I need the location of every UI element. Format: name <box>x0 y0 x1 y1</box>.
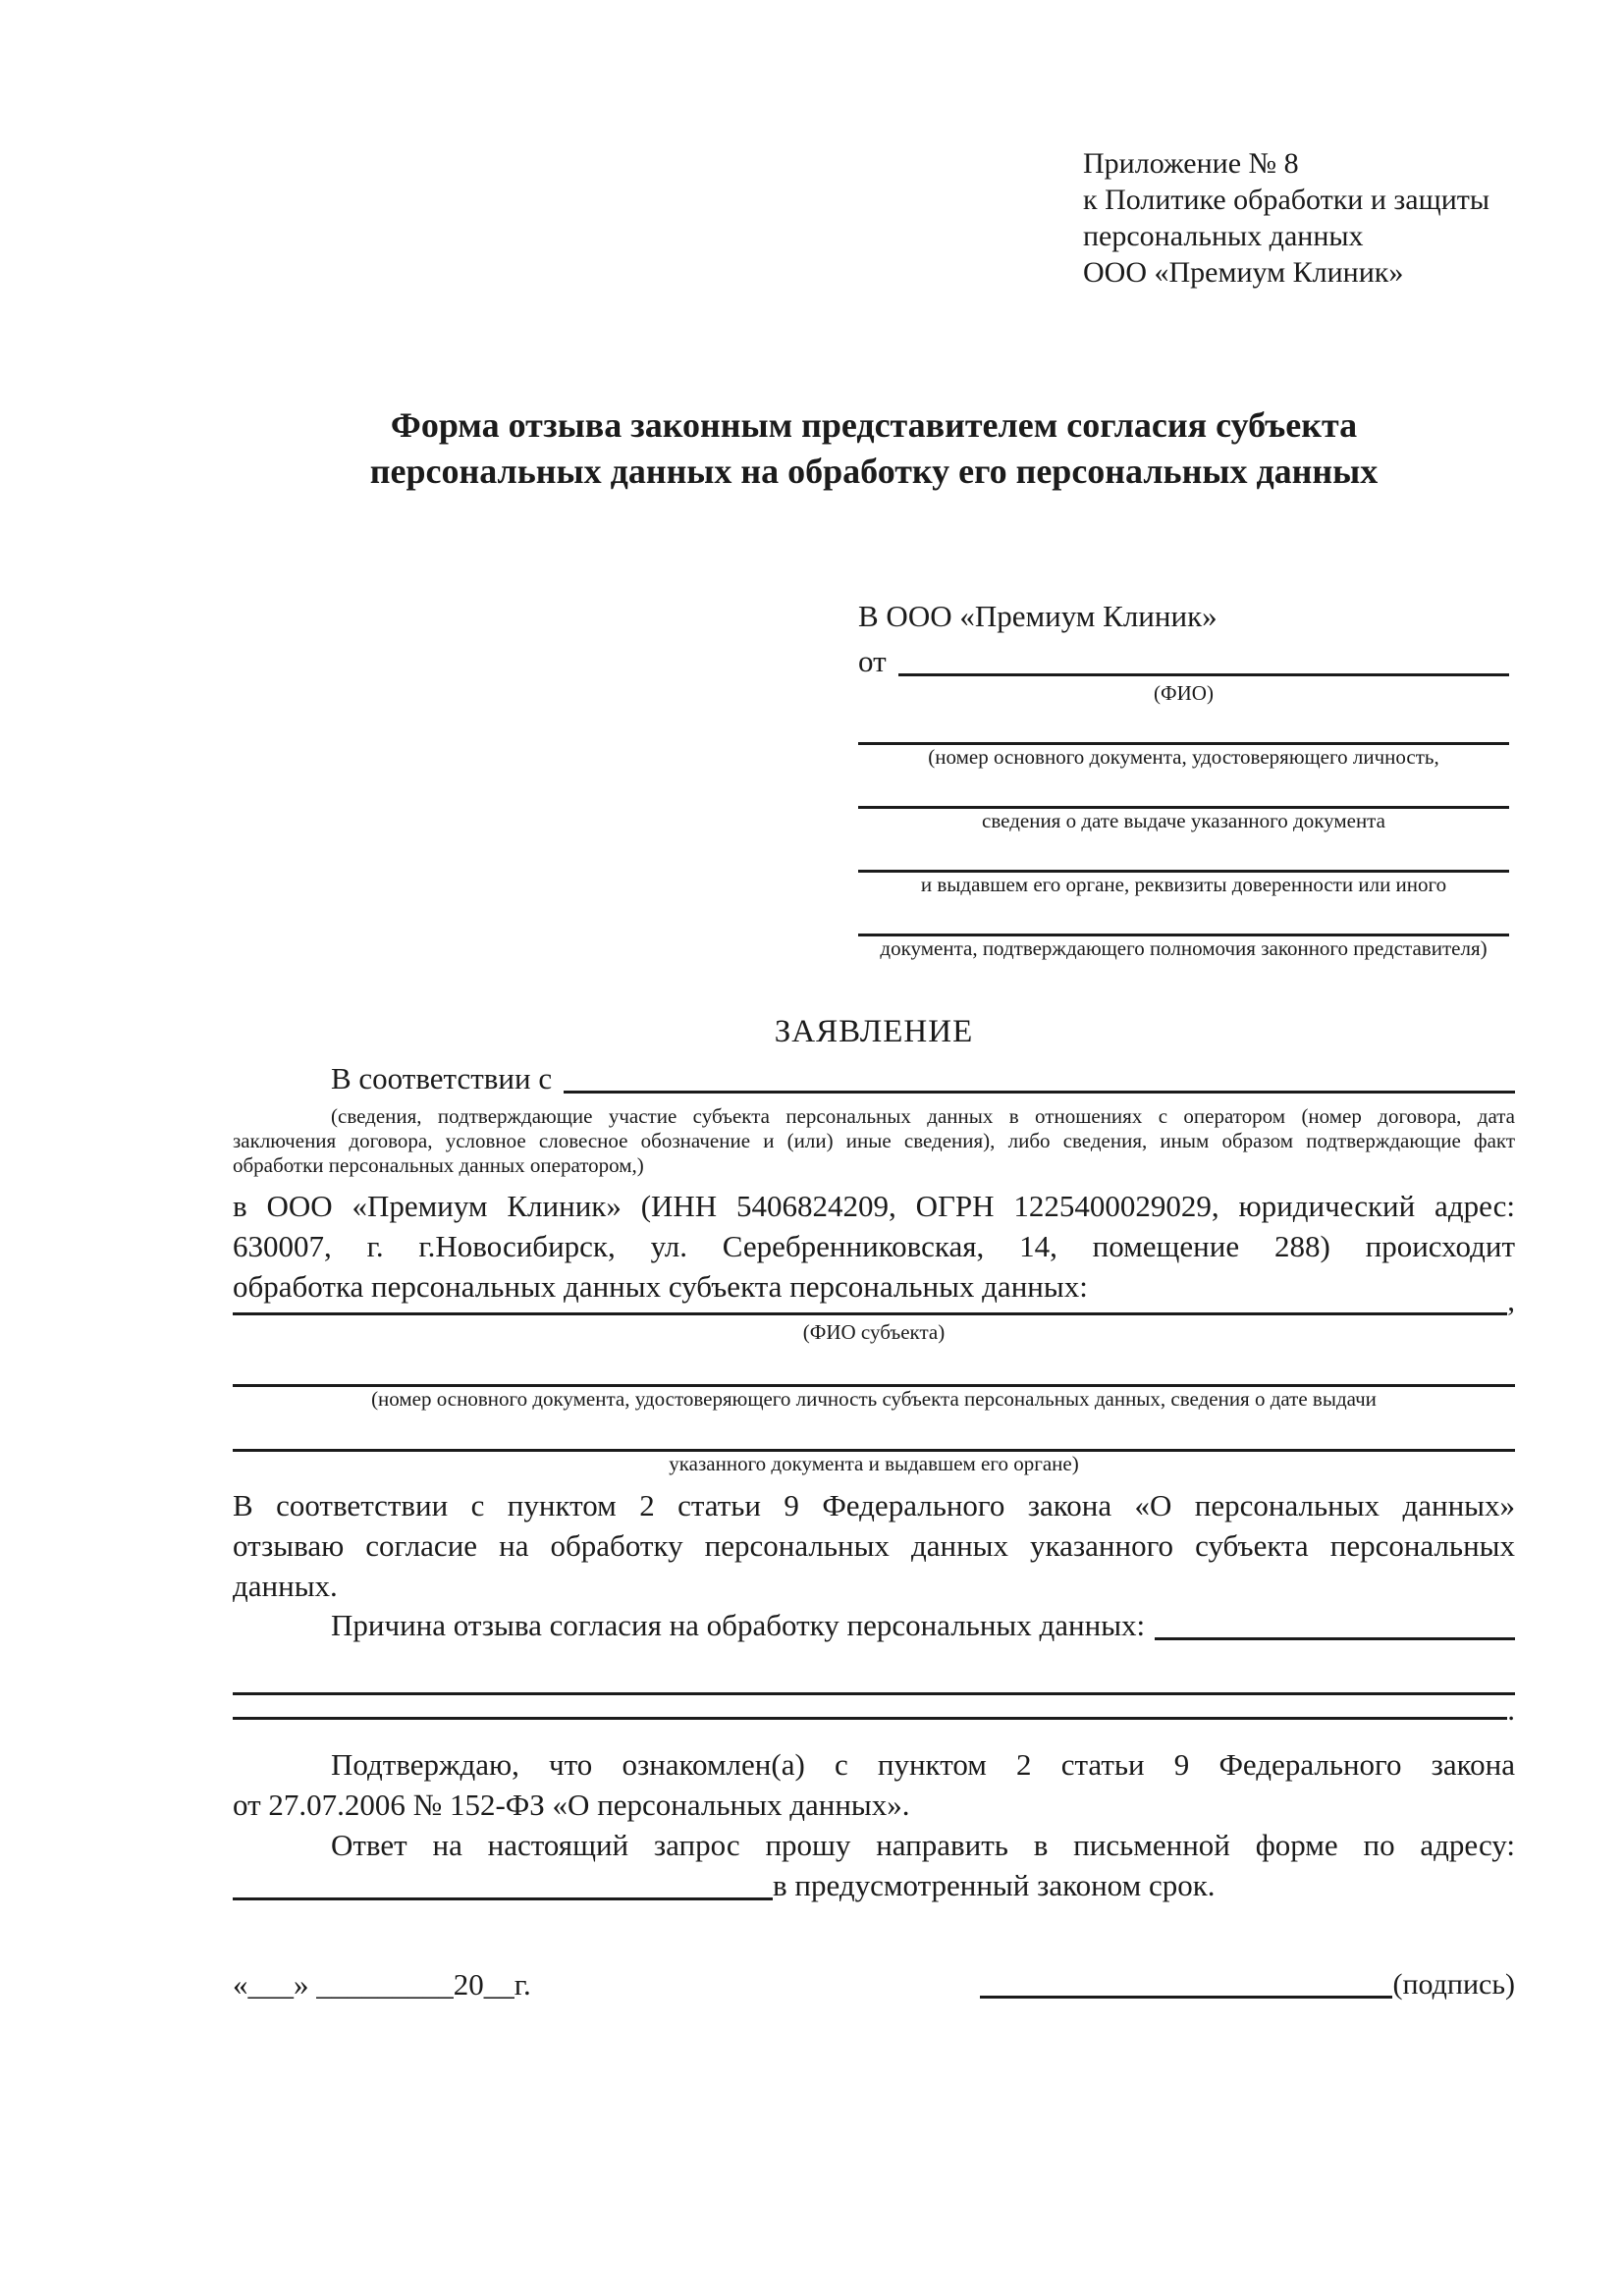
confirm-line-1: Подтверждаю, что ознакомлен(а) с пунктом 2 статьи 9 Федерального закона <box>331 1747 1515 1782</box>
doc-caption-3: и выдавшем его органе, реквизиты доверенности или иного <box>920 873 1447 896</box>
operator-line-1: в ООО «Премиум Клиник» (ИНН 5406824209, ОГРН 1225400029029, юридический адрес: <box>233 1189 1515 1223</box>
reply-address-fill-line[interactable] <box>233 1897 773 1900</box>
operator-line-3: обработка персональных данных субъекта персональных данных: <box>233 1269 1088 1304</box>
withdraw-line-3: данных. <box>233 1569 338 1603</box>
subject-doc-fill-line-2[interactable] <box>233 1411 1515 1452</box>
from-label: от <box>858 644 887 678</box>
reply-suffix: в предусмотренный законом срок. <box>773 1868 1216 1902</box>
doc-fill-line-1[interactable] <box>858 705 1509 745</box>
accordance-fill-line[interactable] <box>564 1091 1515 1094</box>
doc-fill-line-2[interactable] <box>858 769 1509 809</box>
from-row <box>858 636 1509 681</box>
title-line-2: персональных данных на обработку его персональных данных <box>369 452 1379 491</box>
reason-extra-line-1[interactable] <box>233 1645 1515 1695</box>
withdraw-paragraph <box>233 1485 1515 1606</box>
appendix-block <box>1083 145 1515 291</box>
signature-fill-line[interactable] <box>980 1996 1392 1999</box>
appendix-line-1: Приложение № 8 <box>1083 147 1299 180</box>
subject-fio-caption: (ФИО субъекта) <box>802 1320 946 1344</box>
accordance-row <box>233 1053 1515 1098</box>
note-line-2: заключения договора, условное словесное обозначение и (или) иные сведения), либо сведения, иным образом подтверждающие факт <box>233 1129 1515 1152</box>
doc-fill-line-4[interactable] <box>858 896 1509 936</box>
reason-row <box>233 1608 1515 1645</box>
signature-block <box>980 1964 1515 2004</box>
statement-heading: ЗАЯВЛЕНИЕ <box>774 1014 974 1049</box>
trailing-comma: , <box>1507 1283 1515 1317</box>
signature-caption: (подпись) <box>1392 1968 1515 2001</box>
reason-extra-row-2 <box>233 1692 1515 1727</box>
subject-doc-caption-1: (номер основного документа, удостоверяющего личность субъекта персональных данных, сведения о дате выдачи <box>371 1387 1377 1411</box>
appendix-line-2: к Политике обработки и защиты <box>1083 184 1490 216</box>
subject-doc-caption-2: указанного документа и выдавшем его органе) <box>669 1452 1079 1475</box>
withdraw-line-2: отзываю согласие на обработку персональных данных указанного субъекта персональных <box>233 1528 1515 1563</box>
confirm-paragraph <box>233 1744 1515 1825</box>
appendix-line-3: персональных данных <box>1083 220 1364 252</box>
fio-fill-line[interactable] <box>898 673 1509 676</box>
document-title <box>233 402 1515 495</box>
reason-extra-line-2[interactable] <box>233 1717 1507 1720</box>
note-line-1: (сведения, подтверждающие участие субъекта персональных данных в отношениях с оператором (номер договора, дата <box>331 1104 1515 1128</box>
date-field[interactable]: «___» _________20__г. <box>233 1967 531 2002</box>
doc-fill-line-3[interactable] <box>858 832 1509 873</box>
footer-row <box>233 1964 1515 2004</box>
accordance-prefix: В соответствии с <box>331 1061 553 1095</box>
note-line-3: обработки персональных данных оператором,) <box>233 1153 644 1177</box>
subject-doc-fill-line-1[interactable] <box>233 1344 1515 1387</box>
fio-caption: (ФИО) <box>1154 681 1214 705</box>
legal-note <box>233 1104 1515 1178</box>
addressee-organization: В ООО «Премиум Клиник» <box>858 599 1218 633</box>
trailing-period: . <box>1507 1692 1515 1727</box>
title-line-1: Форма отзыва законным представителем согласия субъекта <box>390 405 1358 445</box>
doc-caption-1: (номер основного документа, удостоверяющего личность, <box>928 745 1439 769</box>
appendix-line-4: ООО «Премиум Клиник» <box>1083 256 1404 289</box>
reason-fill-line[interactable] <box>1155 1637 1515 1640</box>
doc-caption-4: документа, подтверждающего полномочия законного представителя) <box>880 936 1488 960</box>
subject-fio-fill-line[interactable] <box>233 1312 1507 1315</box>
withdraw-line-1: В соответствии с пунктом 2 статьи 9 Федерального закона «О персональных данных» <box>233 1488 1515 1522</box>
addressee-block <box>858 597 1509 960</box>
doc-caption-2: сведения о дате выдаче указанного документа <box>982 809 1385 832</box>
reply-address-row <box>233 1865 1515 1905</box>
operator-line-2: 630007, г. г.Новосибирск, ул. Серебренниковская, 14, помещение 288) происходит <box>233 1229 1515 1263</box>
confirm-line-2: от 27.07.2006 № 152-ФЗ «О персональных данных». <box>233 1788 910 1822</box>
reason-prefix: Причина отзыва согласия на обработку персональных данных: <box>331 1608 1146 1642</box>
reply-line-1: Ответ на настоящий запрос прошу направить в письменной форме по адресу: <box>331 1828 1515 1862</box>
